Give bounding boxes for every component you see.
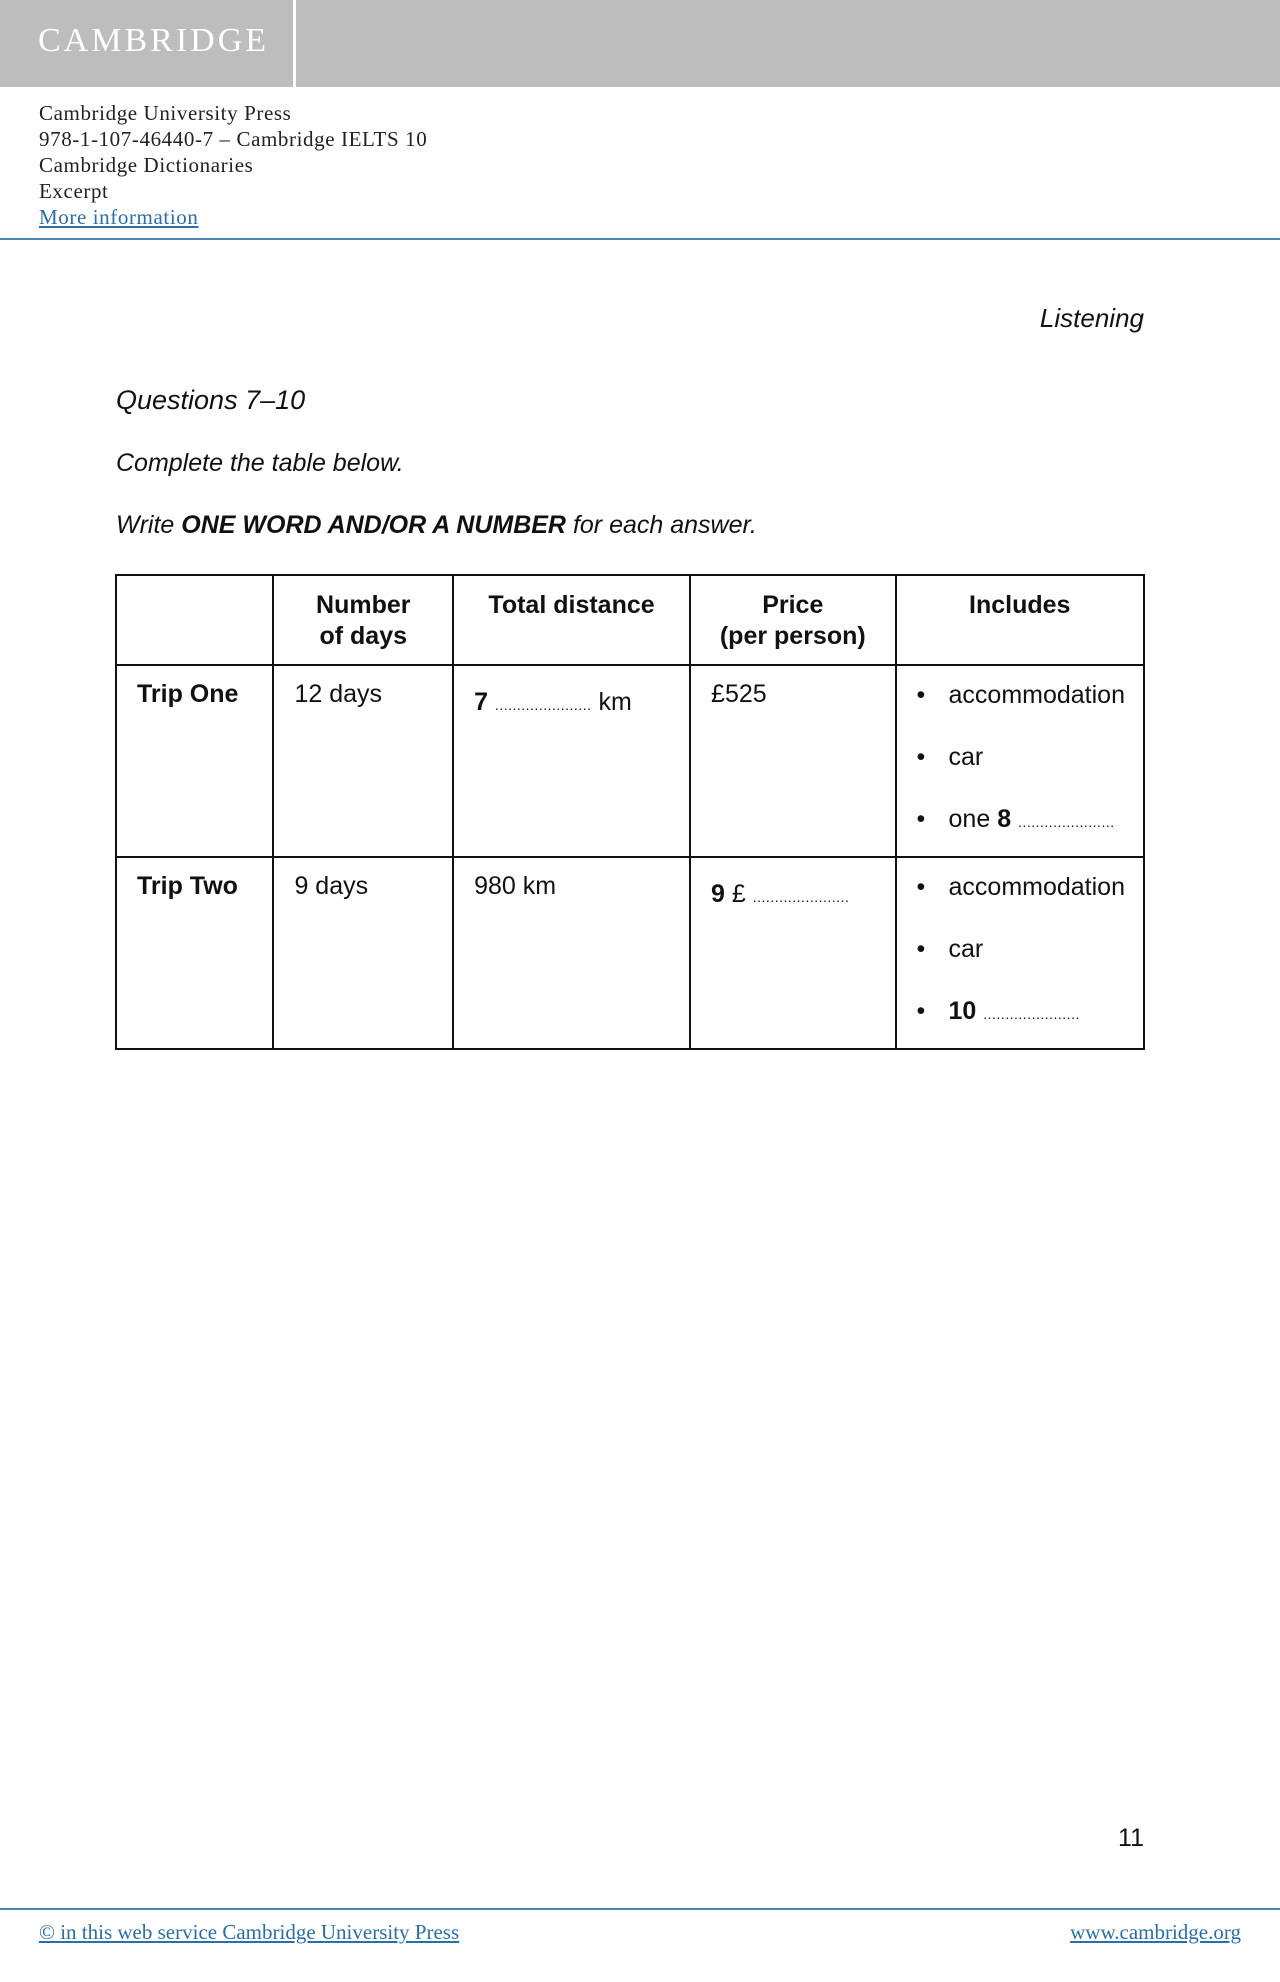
distance-unit: km — [598, 688, 632, 716]
more-information-link[interactable]: More information — [39, 205, 199, 229]
trip-days: 12 days — [273, 665, 453, 857]
copyright-link[interactable]: © in this web service Cambridge University Press — [39, 1920, 460, 1944]
publisher-line: Cambridge University Press — [39, 101, 292, 125]
header-days-line-1: Number — [316, 591, 411, 619]
trip-includes — [896, 857, 1144, 1049]
header-total-distance: Total distance — [453, 575, 690, 665]
list-item — [917, 996, 1125, 1030]
question-number: 8 — [997, 805, 1012, 833]
header-banner — [0, 0, 1280, 87]
list-item: • car — [917, 934, 1125, 996]
trip-name: Trip Two — [116, 857, 273, 1049]
header-empty — [116, 575, 273, 665]
questions-heading: Questions 7–10 — [116, 385, 306, 415]
instruction-word-limit — [116, 511, 757, 540]
header-includes: Includes — [896, 575, 1144, 665]
instruction-suffix: for each answer. — [566, 511, 757, 539]
list-item: • car — [917, 742, 1125, 804]
instruction-prefix: Write — [116, 511, 182, 539]
list-item: • accommodation — [917, 872, 1125, 934]
logo-text: CAMBRIDGE — [38, 22, 270, 59]
table-header-row — [116, 575, 1144, 665]
trip-days: 9 days — [273, 857, 453, 1049]
header-price-line-1: Price — [762, 591, 824, 619]
question-number: 9 — [711, 880, 725, 908]
header-divider — [0, 238, 1280, 240]
answer-blank[interactable]: ...................... — [752, 889, 850, 905]
website-link[interactable]: www.cambridge.org — [1070, 1920, 1241, 1944]
answer-blank[interactable]: ...................... — [1018, 814, 1115, 830]
instruction-emphasis: ONE WORD AND/OR A NUMBER — [181, 511, 566, 539]
trip-distance: 980 km — [453, 857, 690, 1049]
publisher-logo — [0, 0, 296, 87]
table-row — [116, 857, 1144, 1049]
answer-blank[interactable]: ...................... — [983, 1006, 1080, 1022]
trip-price: £525 — [690, 665, 895, 857]
instruction-complete-table: Complete the table below. — [116, 449, 404, 477]
excerpt-line: Excerpt — [39, 179, 109, 203]
include-prefix: one — [948, 805, 991, 833]
series-line: Cambridge Dictionaries — [39, 153, 254, 177]
isbn-line: 978-1-107-46440-7 – Cambridge IELTS 10 — [39, 127, 428, 151]
section-label: Listening — [1039, 303, 1144, 333]
footer-divider — [0, 1908, 1280, 1910]
trip-price — [690, 857, 895, 1049]
trip-distance — [453, 665, 690, 857]
trips-table — [115, 574, 1145, 1050]
book-metadata — [39, 100, 427, 230]
header-price — [690, 575, 895, 665]
list-item: • accommodation — [917, 680, 1125, 742]
header-number-of-days — [273, 575, 453, 665]
answer-blank[interactable]: ...................... — [494, 697, 592, 713]
list-item — [917, 804, 1125, 838]
question-number: 10 — [948, 997, 977, 1025]
header-price-line-2: (per person) — [719, 622, 866, 650]
question-number: 7 — [474, 688, 488, 716]
trip-includes — [896, 665, 1144, 857]
page-number: 11 — [1118, 1824, 1144, 1852]
header-days-line-2: of days — [319, 622, 408, 650]
trip-name: Trip One — [116, 665, 273, 857]
table-row — [116, 665, 1144, 857]
currency-symbol: £ — [731, 880, 746, 908]
